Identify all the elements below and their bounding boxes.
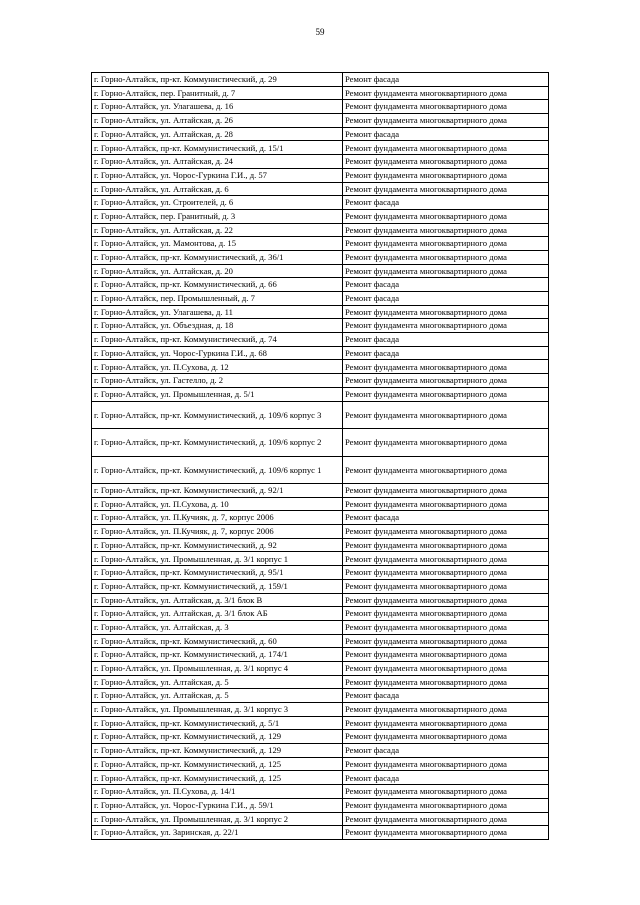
table-row — [92, 168, 549, 182]
address-cell: г. Горно-Алтайск, пр-кт. Коммунистический, д. 109/6 корпус 3 — [92, 401, 343, 429]
address-cell: г. Горно-Алтайск, пр-кт. Коммунистический, д. 129 — [92, 730, 343, 744]
table-row — [92, 620, 549, 634]
table-row — [92, 812, 549, 826]
table-row — [92, 648, 549, 662]
address-cell: г. Горно-Алтайск, пр-кт. Коммунистический, д. 36/1 — [92, 250, 343, 264]
table-row — [92, 250, 549, 264]
table-row — [92, 525, 549, 539]
table-row — [92, 798, 549, 812]
table-row — [92, 346, 549, 360]
address-cell: г. Горно-Алтайск, ул. Строителей, д. 6 — [92, 196, 343, 210]
table-row — [92, 114, 549, 128]
work-type-cell: Ремонт фасада — [343, 127, 549, 141]
address-cell: г. Горно-Алтайск, ул. Алтайская, д. 3/1 блок АБ — [92, 607, 343, 621]
address-cell: г. Горно-Алтайск, ул. П.Кучияк, д. 7, корпус 2006 — [92, 525, 343, 539]
address-cell: г. Горно-Алтайск, пр-кт. Коммунистический, д. 129 — [92, 744, 343, 758]
address-cell: г. Горно-Алтайск, ул. Объездная, д. 18 — [92, 319, 343, 333]
address-cell: г. Горно-Алтайск, пр-кт. Коммунистический, д. 92/1 — [92, 484, 343, 498]
table-row — [92, 223, 549, 237]
table-row — [92, 730, 549, 744]
work-type-cell: Ремонт фундамента многоквартирного дома — [343, 593, 549, 607]
table-row — [92, 319, 549, 333]
address-cell: г. Горно-Алтайск, ул. Алтайская, д. 3 — [92, 620, 343, 634]
page-number: 59 — [315, 27, 325, 37]
work-type-cell: Ремонт фундамента многоквартирного дома — [343, 730, 549, 744]
work-type-cell: Ремонт фундамента многоквартирного дома — [343, 209, 549, 223]
table-row — [92, 593, 549, 607]
work-type-cell: Ремонт фундамента многоквартирного дома — [343, 525, 549, 539]
address-cell: г. Горно-Алтайск, ул. Чорос-Гуркина Г.И., д. 59/1 — [92, 798, 343, 812]
address-cell: г. Горно-Алтайск, пер. Гранитный, д. 7 — [92, 86, 343, 100]
work-type-cell: Ремонт фундамента многоквартирного дома — [343, 456, 549, 484]
address-cell: г. Горно-Алтайск, пр-кт. Коммунистический, д. 66 — [92, 278, 343, 292]
address-cell: г. Горно-Алтайск, ул. Алтайская, д. 5 — [92, 689, 343, 703]
work-type-cell: Ремонт фундамента многоквартирного дома — [343, 141, 549, 155]
table-row — [92, 497, 549, 511]
work-type-cell: Ремонт фундамента многоквартирного дома — [343, 237, 549, 251]
work-type-cell: Ремонт фундамента многоквартирного дома — [343, 387, 549, 401]
work-type-cell: Ремонт фундамента многоквартирного дома — [343, 620, 549, 634]
address-cell: г. Горно-Алтайск, ул. Алтайская, д. 28 — [92, 127, 343, 141]
work-type-cell: Ремонт фундамента многоквартирного дома — [343, 552, 549, 566]
work-type-cell: Ремонт фундамента многоквартирного дома — [343, 648, 549, 662]
work-type-cell: Ремонт фундамента многоквартирного дома — [343, 703, 549, 717]
table-row — [92, 716, 549, 730]
address-cell: г. Горно-Алтайск, ул. Улагашева, д. 11 — [92, 305, 343, 319]
address-cell: г. Горно-Алтайск, ул. Заринская, д. 22/1 — [92, 826, 343, 840]
table-row — [92, 579, 549, 593]
address-cell: г. Горно-Алтайск, ул. П.Сухова, д. 10 — [92, 497, 343, 511]
table-row — [92, 757, 549, 771]
work-type-cell: Ремонт фасада — [343, 511, 549, 525]
table-row — [92, 484, 549, 498]
table-row — [92, 374, 549, 388]
address-cell: г. Горно-Алтайск, пер. Промышленный, д. 7 — [92, 292, 343, 306]
table-row — [92, 127, 549, 141]
address-cell: г. Горно-Алтайск, ул. Промышленная, д. 3/1 корпус 1 — [92, 552, 343, 566]
work-type-cell: Ремонт фундамента многоквартирного дома — [343, 716, 549, 730]
work-type-cell: Ремонт фундамента многоквартирного дома — [343, 168, 549, 182]
address-cell: г. Горно-Алтайск, ул. Алтайская, д. 3/1 блок В — [92, 593, 343, 607]
table-body — [92, 73, 549, 840]
work-type-cell: Ремонт фундамента многоквартирного дома — [343, 634, 549, 648]
address-cell: г. Горно-Алтайск, пр-кт. Коммунистический, д. 159/1 — [92, 579, 343, 593]
work-type-cell: Ремонт фундамента многоквартирного дома — [343, 484, 549, 498]
address-cell: г. Горно-Алтайск, пр-кт. Коммунистический, д. 5/1 — [92, 716, 343, 730]
address-cell: г. Горно-Алтайск, пр-кт. Коммунистический, д. 60 — [92, 634, 343, 648]
address-cell: г. Горно-Алтайск, пр-кт. Коммунистический, д. 29 — [92, 73, 343, 87]
table-row — [92, 703, 549, 717]
work-type-cell: Ремонт фундамента многоквартирного дома — [343, 264, 549, 278]
address-cell: г. Горно-Алтайск, ул. Промышленная, д. 3/1 корпус 2 — [92, 812, 343, 826]
work-type-cell: Ремонт фасада — [343, 333, 549, 347]
work-type-cell: Ремонт фасада — [343, 744, 549, 758]
work-type-cell: Ремонт фундамента многоквартирного дома — [343, 497, 549, 511]
table-row — [92, 360, 549, 374]
address-cell: г. Горно-Алтайск, ул. Улагашева, д. 16 — [92, 100, 343, 114]
address-cell: г. Горно-Алтайск, пр-кт. Коммунистический, д. 174/1 — [92, 648, 343, 662]
address-cell: г. Горно-Алтайск, ул. Алтайская, д. 20 — [92, 264, 343, 278]
address-cell: г. Горно-Алтайск, ул. Алтайская, д. 26 — [92, 114, 343, 128]
table-row — [92, 237, 549, 251]
address-cell: г. Горно-Алтайск, пр-кт. Коммунистический, д. 92 — [92, 538, 343, 552]
table-row — [92, 209, 549, 223]
address-cell: г. Горно-Алтайск, ул. Промышленная, д. 3/1 корпус 4 — [92, 661, 343, 675]
work-type-cell: Ремонт фундамента многоквартирного дома — [343, 798, 549, 812]
repair-registry-table — [91, 72, 549, 840]
work-type-cell: Ремонт фундамента многоквартирного дома — [343, 319, 549, 333]
work-type-cell: Ремонт фундамента многоквартирного дома — [343, 100, 549, 114]
work-type-cell: Ремонт фундамента многоквартирного дома — [343, 374, 549, 388]
address-cell: г. Горно-Алтайск, ул. Гастелло, д. 2 — [92, 374, 343, 388]
work-type-cell: Ремонт фасада — [343, 771, 549, 785]
table-row — [92, 538, 549, 552]
work-type-cell: Ремонт фундамента многоквартирного дома — [343, 223, 549, 237]
work-type-cell: Ремонт фундамента многоквартирного дома — [343, 826, 549, 840]
table-row — [92, 278, 549, 292]
address-cell: г. Горно-Алтайск, ул. П.Кучияк, д. 7, корпус 2006 — [92, 511, 343, 525]
address-cell: г. Горно-Алтайск, ул. Алтайская, д. 22 — [92, 223, 343, 237]
address-cell: г. Горно-Алтайск, ул. П.Сухова, д. 12 — [92, 360, 343, 374]
table-row — [92, 182, 549, 196]
work-type-cell: Ремонт фасада — [343, 278, 549, 292]
address-cell: г. Горно-Алтайск, пр-кт. Коммунистический, д. 125 — [92, 757, 343, 771]
table-row — [92, 292, 549, 306]
table-row — [92, 785, 549, 799]
table-row — [92, 607, 549, 621]
work-type-cell: Ремонт фасада — [343, 689, 549, 703]
work-type-cell: Ремонт фундамента многоквартирного дома — [343, 305, 549, 319]
table-row — [92, 100, 549, 114]
work-type-cell: Ремонт фундамента многоквартирного дома — [343, 661, 549, 675]
address-cell: г. Горно-Алтайск, пр-кт. Коммунистический, д. 125 — [92, 771, 343, 785]
address-cell: г. Горно-Алтайск, ул. Алтайская, д. 5 — [92, 675, 343, 689]
table-row — [92, 73, 549, 87]
address-cell: г. Горно-Алтайск, пер. Гранитный, д. 3 — [92, 209, 343, 223]
work-type-cell: Ремонт фундамента многоквартирного дома — [343, 566, 549, 580]
address-cell: г. Горно-Алтайск, ул. П.Сухова, д. 14/1 — [92, 785, 343, 799]
table-row — [92, 689, 549, 703]
table-row — [92, 552, 549, 566]
address-cell: г. Горно-Алтайск, ул. Чорос-Гуркина Г.И., д. 68 — [92, 346, 343, 360]
address-cell: г. Горно-Алтайск, пр-кт. Коммунистический, д. 15/1 — [92, 141, 343, 155]
table-row — [92, 675, 549, 689]
work-type-cell: Ремонт фундамента многоквартирного дома — [343, 86, 549, 100]
table-row — [92, 155, 549, 169]
address-cell: г. Горно-Алтайск, ул. Промышленная, д. 3/1 корпус 3 — [92, 703, 343, 717]
work-type-cell: Ремонт фундамента многоквартирного дома — [343, 401, 549, 429]
work-type-cell: Ремонт фундамента многоквартирного дома — [343, 155, 549, 169]
work-type-cell: Ремонт фундамента многоквартирного дома — [343, 812, 549, 826]
address-cell: г. Горно-Алтайск, ул. Чорос-Гуркина Г.И., д. 57 — [92, 168, 343, 182]
table-row — [92, 429, 549, 457]
work-type-cell: Ремонт фундамента многоквартирного дома — [343, 360, 549, 374]
table-row — [92, 264, 549, 278]
work-type-cell: Ремонт фундамента многоквартирного дома — [343, 114, 549, 128]
table-row — [92, 661, 549, 675]
address-cell: г. Горно-Алтайск, ул. Мамонтова, д. 15 — [92, 237, 343, 251]
address-cell: г. Горно-Алтайск, пр-кт. Коммунистический, д. 109/6 корпус 2 — [92, 429, 343, 457]
address-cell: г. Горно-Алтайск, ул. Алтайская, д. 6 — [92, 182, 343, 196]
work-type-cell: Ремонт фундамента многоквартирного дома — [343, 785, 549, 799]
work-type-cell: Ремонт фасада — [343, 196, 549, 210]
table-row — [92, 566, 549, 580]
work-type-cell: Ремонт фундамента многоквартирного дома — [343, 538, 549, 552]
table-row — [92, 401, 549, 429]
work-type-cell: Ремонт фундамента многоквартирного дома — [343, 182, 549, 196]
address-cell: г. Горно-Алтайск, пр-кт. Коммунистический, д. 109/6 корпус 1 — [92, 456, 343, 484]
work-type-cell: Ремонт фасада — [343, 292, 549, 306]
table-row — [92, 387, 549, 401]
table-row — [92, 456, 549, 484]
table-row — [92, 771, 549, 785]
table-row — [92, 511, 549, 525]
table-row — [92, 744, 549, 758]
table-row — [92, 826, 549, 840]
work-type-cell: Ремонт фундамента многоквартирного дома — [343, 579, 549, 593]
address-cell: г. Горно-Алтайск, ул. Алтайская, д. 24 — [92, 155, 343, 169]
work-type-cell: Ремонт фундамента многоквартирного дома — [343, 675, 549, 689]
work-type-cell: Ремонт фундамента многоквартирного дома — [343, 429, 549, 457]
address-cell: г. Горно-Алтайск, ул. Промышленная, д. 5/1 — [92, 387, 343, 401]
work-type-cell: Ремонт фундамента многоквартирного дома — [343, 757, 549, 771]
table-row — [92, 333, 549, 347]
address-cell: г. Горно-Алтайск, пр-кт. Коммунистический, д. 95/1 — [92, 566, 343, 580]
address-cell: г. Горно-Алтайск, пр-кт. Коммунистический, д. 74 — [92, 333, 343, 347]
table-row — [92, 141, 549, 155]
table-row — [92, 196, 549, 210]
work-type-cell: Ремонт фундамента многоквартирного дома — [343, 250, 549, 264]
table-row — [92, 634, 549, 648]
table-row — [92, 305, 549, 319]
work-type-cell: Ремонт фасада — [343, 73, 549, 87]
work-type-cell: Ремонт фасада — [343, 346, 549, 360]
work-type-cell: Ремонт фундамента многоквартирного дома — [343, 607, 549, 621]
table-row — [92, 86, 549, 100]
